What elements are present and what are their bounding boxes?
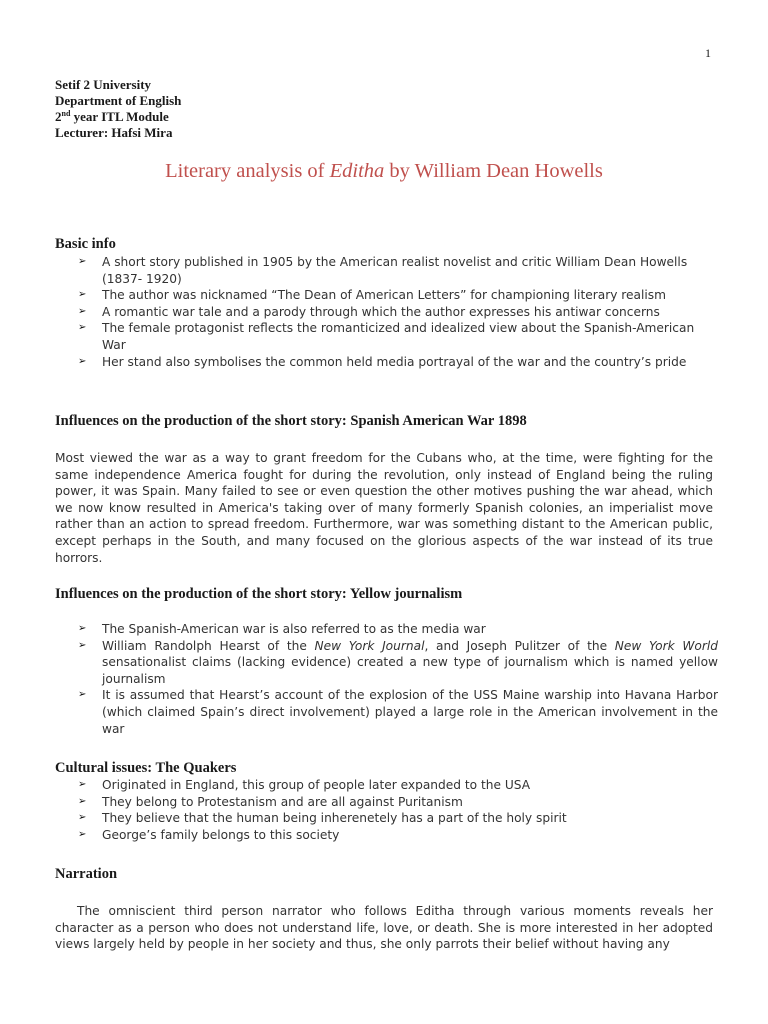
list-item: ➢ The female protagonist reflects the romanticized and idealized view about the Spanish-American War [78, 321, 695, 352]
list-item: ➢ A romantic war tale and a parody through which the author expresses his antiwar concerns [78, 304, 660, 319]
yellow-journalism-list [78, 621, 718, 737]
arrow-bullet-icon: ➢ [78, 639, 87, 651]
list-item: ➢ A short story published in 1905 by the American realist novelist and critic William Dean Howells (1837- 1920) [78, 255, 688, 286]
list-item: ➢ George’s family belongs to this society [78, 827, 340, 842]
arrow-bullet-icon: ➢ [78, 779, 87, 790]
list-item: ➢ Originated in England, this group of people later expanded to the USA [78, 778, 531, 792]
quakers-heading: Cultural issues: The Quakers [55, 760, 237, 776]
list-item: ➢ They believe that the human being inherenetely has a part of the holy spirit [78, 811, 567, 826]
lecturer-line: Lecturer: Hafsi Mira [55, 125, 173, 140]
list-item: ➢ William Randolph Hearst of the New York Journal, and Joseph Pulitzer of the New York World sensationalist claims (lacking evidence) created a new type of journalism which is named yellow journalism [78, 638, 718, 686]
arrow-bullet-icon: ➢ [78, 289, 87, 301]
list-item: ➢ It is assumed that Hearst’s account of the explosion of the USS Maine warship into Havana Harbor (which claimed Spain’s direct involvement) played a large role in the American involvement in the war [78, 688, 718, 736]
narration-heading: Narration [55, 866, 118, 882]
module-line: 2nd year ITL Module [55, 109, 169, 124]
narration-paragraph: The omniscient third person narrator who follows Editha through various moments reveals her character as a person who does not understand life, love, or death. She is more interested in her adopted views largely held by people in her society and thus, she only parrots their belief without having any [55, 904, 713, 952]
arrow-bullet-icon: ➢ [78, 812, 87, 824]
arrow-bullet-icon: ➢ [78, 355, 87, 367]
arrow-bullet-icon: ➢ [78, 322, 87, 334]
university-line: Setif 2 University [55, 77, 152, 92]
department-line: Department of English [55, 93, 182, 108]
quakers-list [78, 777, 718, 843]
war-section-heading: Influences on the production of the short story: Spanish American War 1898 [55, 413, 527, 429]
basic-info-list [78, 254, 718, 370]
basic-info-heading: Basic info [55, 236, 116, 252]
list-item: ➢ Her stand also symbolises the common held media portrayal of the war and the country’s pride [78, 354, 687, 369]
list-item: ➢ The author was nicknamed “The Dean of American Letters” for championing literary realism [78, 288, 667, 303]
arrow-bullet-icon: ➢ [78, 828, 87, 840]
war-paragraph: Most viewed the war as a way to grant freedom for the Cubans who, at the time, were fighting for the same independence America fought for during the revolution, only instead of England being the ruling power, it was Spain. Many failed to see or even question the other motives pushing the war ahead, which we now know resulted in America's taking over of many formerly Spanish colonies, an imperialist move rather than an action to spread freedom. Furthermore, war was something distant to the American public, except perhaps in the South, and many focused on the glorious aspects of the war instead of its true horrors. [55, 451, 713, 565]
list-item: ➢ They belong to Protestanism and are all against Puritanism [78, 794, 463, 809]
page-title: Literary analysis of Editha by William Dean Howells [165, 160, 603, 182]
arrow-bullet-icon: ➢ [78, 623, 87, 634]
arrow-bullet-icon: ➢ [78, 305, 87, 317]
yellow-journalism-heading: Influences on the production of the short story: Yellow journalism [55, 586, 463, 602]
arrow-bullet-icon: ➢ [78, 689, 87, 701]
document-header [55, 77, 181, 141]
list-item: ➢ The Spanish-American war is also referred to as the media war [78, 622, 486, 636]
arrow-bullet-icon: ➢ [78, 256, 87, 267]
arrow-bullet-icon: ➢ [78, 795, 87, 807]
page-number: 1 [705, 46, 711, 60]
